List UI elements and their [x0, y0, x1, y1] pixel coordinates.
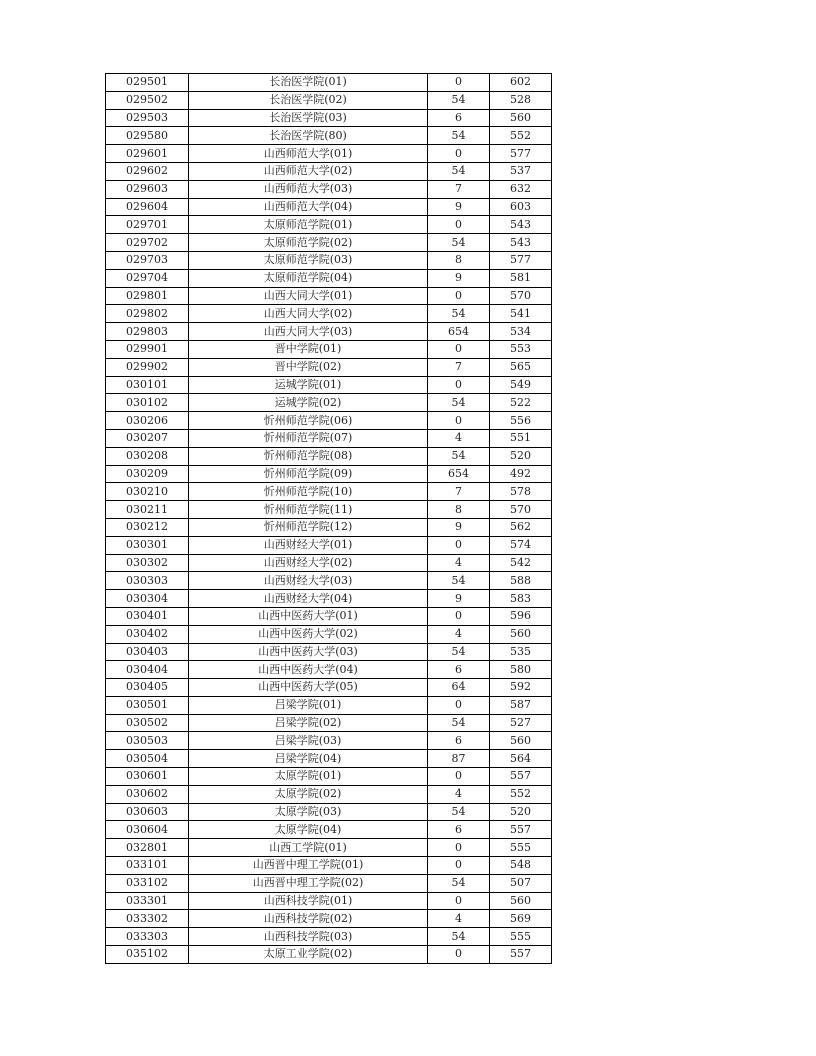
count-cell: 7 — [428, 180, 490, 198]
score-cell: 570 — [490, 501, 552, 519]
institution-code-cell: 029501 — [106, 74, 189, 92]
score-cell: 577 — [490, 145, 552, 163]
table-row — [106, 234, 552, 252]
table-row — [106, 661, 552, 679]
table-row — [106, 643, 552, 661]
score-cell: 555 — [490, 839, 552, 857]
institution-code-cell: 030302 — [106, 554, 189, 572]
institution-code-cell: 029601 — [106, 145, 189, 163]
score-cell: 577 — [490, 251, 552, 269]
score-cell: 583 — [490, 590, 552, 608]
score-cell: 580 — [490, 661, 552, 679]
institution-code-cell: 029803 — [106, 323, 189, 341]
institution-code-cell: 029604 — [106, 198, 189, 216]
score-cell: 587 — [490, 696, 552, 714]
table-row — [106, 251, 552, 269]
table-row — [106, 732, 552, 750]
institution-code-cell: 030211 — [106, 501, 189, 519]
count-cell: 7 — [428, 483, 490, 501]
score-cell: 574 — [490, 536, 552, 554]
score-cell: 548 — [490, 857, 552, 875]
table-row — [106, 857, 552, 875]
institution-name-cell: 太原师范学院(02) — [189, 234, 428, 252]
institution-code-cell: 030301 — [106, 536, 189, 554]
count-cell: 0 — [428, 145, 490, 163]
institution-name-cell: 忻州师范学院(10) — [189, 483, 428, 501]
institution-code-cell: 029703 — [106, 251, 189, 269]
count-cell: 54 — [428, 394, 490, 412]
institution-name-cell: 忻州师范学院(06) — [189, 412, 428, 430]
score-cell: 557 — [490, 768, 552, 786]
institution-code-cell: 033303 — [106, 928, 189, 946]
table-row — [106, 928, 552, 946]
count-cell: 64 — [428, 679, 490, 697]
institution-name-cell: 忻州师范学院(09) — [189, 465, 428, 483]
count-cell: 7 — [428, 358, 490, 376]
institution-code-cell: 030101 — [106, 376, 189, 394]
table-row — [106, 127, 552, 145]
table-row — [106, 750, 552, 768]
table-row — [106, 607, 552, 625]
table-row — [106, 412, 552, 430]
institution-code-cell: 033301 — [106, 892, 189, 910]
institution-code-cell: 029701 — [106, 216, 189, 234]
institution-code-cell: 030304 — [106, 590, 189, 608]
institution-name-cell: 吕梁学院(04) — [189, 750, 428, 768]
table-row — [106, 518, 552, 536]
institution-code-cell: 032801 — [106, 839, 189, 857]
count-cell: 0 — [428, 376, 490, 394]
table-row — [106, 447, 552, 465]
count-cell: 9 — [428, 590, 490, 608]
institution-name-cell: 山西大同大学(03) — [189, 323, 428, 341]
table-row — [106, 803, 552, 821]
institution-code-cell: 030402 — [106, 625, 189, 643]
table-row — [106, 287, 552, 305]
institution-code-cell: 030209 — [106, 465, 189, 483]
institution-name-cell: 山西工学院(01) — [189, 839, 428, 857]
institution-code-cell: 029503 — [106, 109, 189, 127]
institution-name-cell: 太原学院(04) — [189, 821, 428, 839]
institution-name-cell: 山西财经大学(03) — [189, 572, 428, 590]
institution-code-cell: 033302 — [106, 910, 189, 928]
institution-code-cell: 030404 — [106, 661, 189, 679]
score-cell: 549 — [490, 376, 552, 394]
institution-name-cell: 忻州师范学院(11) — [189, 501, 428, 519]
score-cell: 528 — [490, 91, 552, 109]
admission-table — [105, 73, 552, 964]
count-cell: 654 — [428, 465, 490, 483]
institution-name-cell: 山西科技学院(02) — [189, 910, 428, 928]
institution-name-cell: 吕梁学院(03) — [189, 732, 428, 750]
institution-name-cell: 山西财经大学(01) — [189, 536, 428, 554]
count-cell: 0 — [428, 607, 490, 625]
count-cell: 9 — [428, 198, 490, 216]
count-cell: 0 — [428, 287, 490, 305]
table-row — [106, 536, 552, 554]
count-cell: 0 — [428, 768, 490, 786]
institution-name-cell: 山西中医药大学(04) — [189, 661, 428, 679]
score-cell: 551 — [490, 429, 552, 447]
score-cell: 596 — [490, 607, 552, 625]
score-cell: 564 — [490, 750, 552, 768]
table-row — [106, 465, 552, 483]
score-cell: 543 — [490, 216, 552, 234]
count-cell: 54 — [428, 643, 490, 661]
count-cell: 0 — [428, 696, 490, 714]
count-cell: 54 — [428, 162, 490, 180]
score-cell: 632 — [490, 180, 552, 198]
score-cell: 534 — [490, 323, 552, 341]
institution-name-cell: 山西师范大学(03) — [189, 180, 428, 198]
score-cell: 602 — [490, 74, 552, 92]
institution-code-cell: 030303 — [106, 572, 189, 590]
score-cell: 569 — [490, 910, 552, 928]
institution-code-cell: 029704 — [106, 269, 189, 287]
institution-code-cell: 029602 — [106, 162, 189, 180]
score-cell: 562 — [490, 518, 552, 536]
count-cell: 654 — [428, 323, 490, 341]
institution-name-cell: 太原学院(03) — [189, 803, 428, 821]
institution-name-cell: 吕梁学院(02) — [189, 714, 428, 732]
institution-name-cell: 吕梁学院(01) — [189, 696, 428, 714]
table-row — [106, 376, 552, 394]
table-row — [106, 269, 552, 287]
institution-name-cell: 山西师范大学(01) — [189, 145, 428, 163]
institution-code-cell: 030401 — [106, 607, 189, 625]
count-cell: 0 — [428, 412, 490, 430]
table-row — [106, 590, 552, 608]
count-cell: 54 — [428, 928, 490, 946]
score-cell: 581 — [490, 269, 552, 287]
institution-code-cell: 030208 — [106, 447, 189, 465]
count-cell: 4 — [428, 554, 490, 572]
score-cell: 541 — [490, 305, 552, 323]
institution-name-cell: 太原师范学院(04) — [189, 269, 428, 287]
institution-code-cell: 029801 — [106, 287, 189, 305]
count-cell: 4 — [428, 910, 490, 928]
institution-code-cell: 030501 — [106, 696, 189, 714]
table-row — [106, 323, 552, 341]
score-cell: 542 — [490, 554, 552, 572]
score-cell: 560 — [490, 625, 552, 643]
count-cell: 87 — [428, 750, 490, 768]
score-cell: 560 — [490, 109, 552, 127]
institution-code-cell: 030502 — [106, 714, 189, 732]
table-row — [106, 768, 552, 786]
institution-code-cell: 030403 — [106, 643, 189, 661]
institution-code-cell: 030206 — [106, 412, 189, 430]
institution-name-cell: 运城学院(01) — [189, 376, 428, 394]
institution-code-cell: 030207 — [106, 429, 189, 447]
institution-code-cell: 030210 — [106, 483, 189, 501]
institution-code-cell: 029603 — [106, 180, 189, 198]
count-cell: 4 — [428, 625, 490, 643]
table-row — [106, 394, 552, 412]
table-row — [106, 679, 552, 697]
institution-code-cell: 030504 — [106, 750, 189, 768]
institution-name-cell: 忻州师范学院(08) — [189, 447, 428, 465]
table-row — [106, 625, 552, 643]
institution-name-cell: 长治医学院(03) — [189, 109, 428, 127]
institution-name-cell: 山西晋中理工学院(01) — [189, 857, 428, 875]
institution-name-cell: 太原师范学院(01) — [189, 216, 428, 234]
table-row — [106, 358, 552, 376]
table-row — [106, 74, 552, 92]
table-row — [106, 785, 552, 803]
institution-code-cell: 029901 — [106, 340, 189, 358]
count-cell: 0 — [428, 857, 490, 875]
count-cell: 54 — [428, 234, 490, 252]
institution-name-cell: 山西大同大学(01) — [189, 287, 428, 305]
institution-code-cell: 033101 — [106, 857, 189, 875]
score-cell: 603 — [490, 198, 552, 216]
institution-code-cell: 030603 — [106, 803, 189, 821]
count-cell: 4 — [428, 429, 490, 447]
table-row — [106, 216, 552, 234]
score-cell: 578 — [490, 483, 552, 501]
count-cell: 9 — [428, 518, 490, 536]
institution-name-cell: 太原学院(01) — [189, 768, 428, 786]
institution-name-cell: 长治医学院(02) — [189, 91, 428, 109]
institution-name-cell: 长治医学院(80) — [189, 127, 428, 145]
institution-code-cell: 029902 — [106, 358, 189, 376]
institution-name-cell: 忻州师范学院(07) — [189, 429, 428, 447]
score-cell: 552 — [490, 127, 552, 145]
institution-code-cell: 030102 — [106, 394, 189, 412]
count-cell: 4 — [428, 785, 490, 803]
institution-code-cell: 029802 — [106, 305, 189, 323]
institution-code-cell: 030604 — [106, 821, 189, 839]
score-cell: 560 — [490, 892, 552, 910]
score-cell: 565 — [490, 358, 552, 376]
institution-name-cell: 太原学院(02) — [189, 785, 428, 803]
institution-code-cell: 029502 — [106, 91, 189, 109]
score-cell: 527 — [490, 714, 552, 732]
institution-name-cell: 太原工业学院(02) — [189, 946, 428, 964]
score-cell: 552 — [490, 785, 552, 803]
institution-name-cell: 长治医学院(01) — [189, 74, 428, 92]
institution-code-cell: 030405 — [106, 679, 189, 697]
table-row — [106, 198, 552, 216]
count-cell: 6 — [428, 109, 490, 127]
score-cell: 492 — [490, 465, 552, 483]
count-cell: 8 — [428, 501, 490, 519]
table-row — [106, 821, 552, 839]
count-cell: 54 — [428, 127, 490, 145]
institution-name-cell: 山西中医药大学(05) — [189, 679, 428, 697]
score-cell: 560 — [490, 732, 552, 750]
institution-code-cell: 033102 — [106, 874, 189, 892]
count-cell: 54 — [428, 447, 490, 465]
institution-code-cell: 029702 — [106, 234, 189, 252]
table-row — [106, 483, 552, 501]
institution-name-cell: 山西师范大学(04) — [189, 198, 428, 216]
score-cell: 520 — [490, 803, 552, 821]
table-row — [106, 554, 552, 572]
score-cell: 588 — [490, 572, 552, 590]
count-cell: 6 — [428, 821, 490, 839]
institution-code-cell: 030602 — [106, 785, 189, 803]
table-row — [106, 501, 552, 519]
institution-name-cell: 山西师范大学(02) — [189, 162, 428, 180]
institution-code-cell: 029580 — [106, 127, 189, 145]
count-cell: 54 — [428, 91, 490, 109]
institution-name-cell: 运城学院(02) — [189, 394, 428, 412]
count-cell: 0 — [428, 946, 490, 964]
score-cell: 543 — [490, 234, 552, 252]
institution-name-cell: 太原师范学院(03) — [189, 251, 428, 269]
table-row — [106, 305, 552, 323]
score-cell: 557 — [490, 946, 552, 964]
institution-name-cell: 晋中学院(01) — [189, 340, 428, 358]
score-cell: 535 — [490, 643, 552, 661]
institution-name-cell: 山西科技学院(03) — [189, 928, 428, 946]
table-row — [106, 145, 552, 163]
institution-name-cell: 晋中学院(02) — [189, 358, 428, 376]
institution-name-cell: 山西中医药大学(01) — [189, 607, 428, 625]
score-cell: 592 — [490, 679, 552, 697]
institution-name-cell: 山西财经大学(02) — [189, 554, 428, 572]
institution-name-cell: 山西大同大学(02) — [189, 305, 428, 323]
score-cell: 522 — [490, 394, 552, 412]
table-row — [106, 180, 552, 198]
score-cell: 570 — [490, 287, 552, 305]
count-cell: 8 — [428, 251, 490, 269]
count-cell: 54 — [428, 803, 490, 821]
count-cell: 6 — [428, 661, 490, 679]
count-cell: 0 — [428, 536, 490, 554]
table-row — [106, 91, 552, 109]
institution-code-cell: 035102 — [106, 946, 189, 964]
count-cell: 6 — [428, 732, 490, 750]
table-row — [106, 946, 552, 964]
table-row — [106, 696, 552, 714]
institution-code-cell: 030212 — [106, 518, 189, 536]
institution-name-cell: 山西财经大学(04) — [189, 590, 428, 608]
table-row — [106, 910, 552, 928]
score-cell: 537 — [490, 162, 552, 180]
table-row — [106, 429, 552, 447]
institution-name-cell: 忻州师范学院(12) — [189, 518, 428, 536]
table-row — [106, 714, 552, 732]
table-row — [106, 340, 552, 358]
institution-code-cell: 030503 — [106, 732, 189, 750]
institution-name-cell: 山西中医药大学(02) — [189, 625, 428, 643]
score-cell: 556 — [490, 412, 552, 430]
institution-name-cell: 山西科技学院(01) — [189, 892, 428, 910]
score-cell: 507 — [490, 874, 552, 892]
count-cell: 54 — [428, 572, 490, 590]
score-cell: 557 — [490, 821, 552, 839]
table-row — [106, 109, 552, 127]
admission-table-body — [106, 74, 552, 964]
score-cell: 553 — [490, 340, 552, 358]
count-cell: 54 — [428, 874, 490, 892]
count-cell: 0 — [428, 340, 490, 358]
table-row — [106, 874, 552, 892]
count-cell: 54 — [428, 305, 490, 323]
table-row — [106, 572, 552, 590]
count-cell: 54 — [428, 714, 490, 732]
count-cell: 0 — [428, 74, 490, 92]
institution-name-cell: 山西晋中理工学院(02) — [189, 874, 428, 892]
institution-code-cell: 030601 — [106, 768, 189, 786]
table-row — [106, 162, 552, 180]
institution-name-cell: 山西中医药大学(03) — [189, 643, 428, 661]
table-row — [106, 892, 552, 910]
count-cell: 0 — [428, 216, 490, 234]
count-cell: 9 — [428, 269, 490, 287]
count-cell: 0 — [428, 892, 490, 910]
count-cell: 0 — [428, 839, 490, 857]
score-cell: 520 — [490, 447, 552, 465]
table-row — [106, 839, 552, 857]
score-cell: 555 — [490, 928, 552, 946]
